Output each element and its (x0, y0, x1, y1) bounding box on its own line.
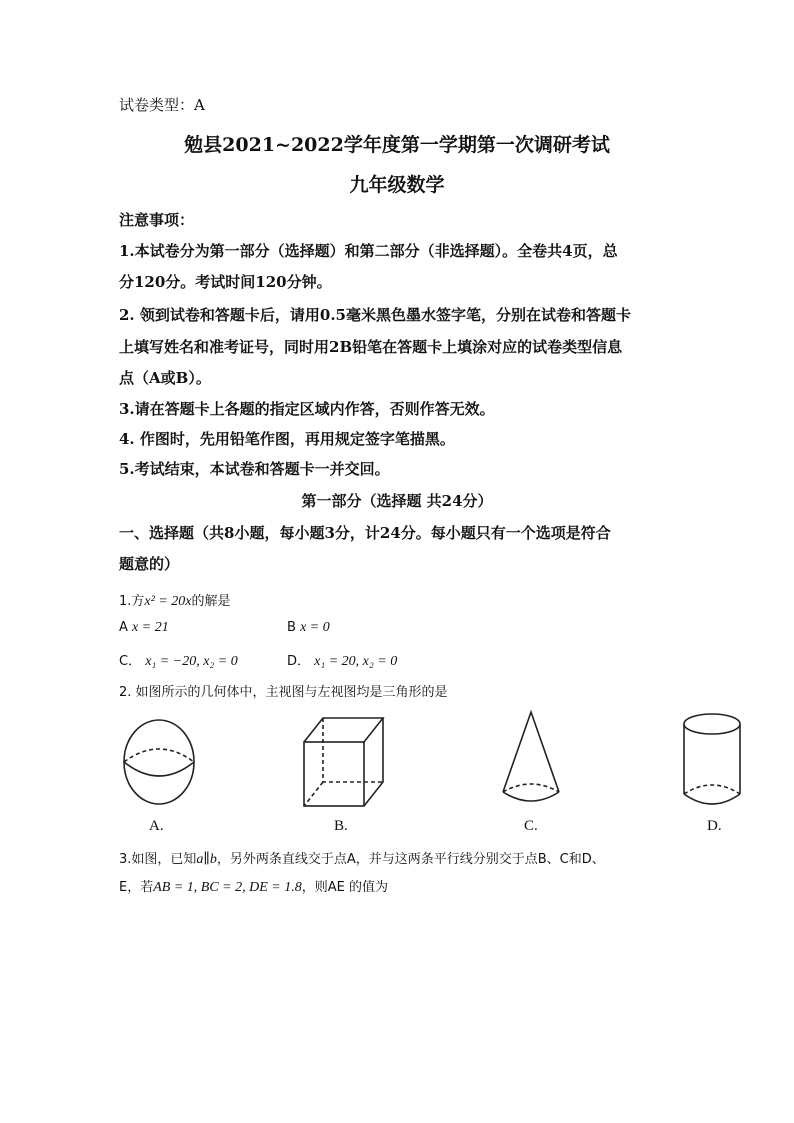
note-item-3: 3.请在答题卡上各题的指定区域内作答，否则作答无效。 (119, 400, 495, 418)
figure-label-c: C. (524, 818, 538, 834)
notes-heading: 注意事项： (119, 211, 195, 229)
question-1-prefix: 1.方 (119, 594, 145, 609)
section-heading-line-2: 题意的） (119, 555, 180, 573)
option-c-value: x₁ = −20, x₂ = 0 (145, 654, 238, 669)
option-b-value: x = 0 (300, 620, 330, 635)
question-3-line-2 (119, 876, 388, 896)
question-1-stem (119, 590, 231, 610)
question-1-equation: x² = 20x (144, 594, 192, 609)
figure-label-a: A. (149, 818, 164, 834)
figure-label-d: D. (707, 818, 722, 834)
question-1-option-a (119, 620, 169, 636)
question-3-parallel: a∥b (196, 852, 217, 867)
part1-heading: 第一部分（选择题 共24分） (301, 492, 493, 510)
exam-subtitle: 九年级数学 (349, 174, 445, 196)
cone-shape (503, 712, 559, 801)
question-3-ask: ，则AE 的值为 (301, 880, 388, 895)
cube-shape (304, 718, 383, 806)
note-item-2-line-1: 2. 领到试卷和答题卡后，请用0.5毫米黑色墨水签字笔，分别在试卷和答题卡 (119, 306, 631, 324)
note-item-4: 4. 作图时，先用铅笔作图，再用规定签字笔描黑。 (119, 430, 455, 448)
cylinder-shape (684, 714, 740, 804)
section-heading-line-1: 一、选择题（共8小题，每小题3分，计24分。每小题只有一个选项是符合 (119, 524, 611, 542)
question-1-option-d (287, 650, 397, 670)
sphere-shape (124, 720, 194, 804)
note-item-1-line-2: 分120分。考试时间120分钟。 (119, 273, 332, 291)
note-item-2-line-2: 上填写姓名和准考证号，同时用2B铅笔在答题卡上填涂对应的试卷类型信息 (119, 338, 623, 356)
figure-label-b: B. (334, 818, 348, 834)
option-d-value: x₁ = 20, x₂ = 0 (314, 654, 398, 669)
exam-type-label: 试卷类型：A (119, 96, 205, 114)
note-item-5: 5.考试结束，本试卷和答题卡一并交回。 (119, 460, 390, 478)
note-item-1-line-1: 1.本试卷分为第一部分（选择题）和第二部分（非选择题）。全卷共4页，总 (119, 242, 618, 260)
question-3-condition-prefix: E，若 (119, 880, 154, 895)
question-2-figure (119, 706, 743, 838)
question-1-suffix: 的解是 (191, 594, 231, 609)
option-a-label: A (119, 620, 128, 635)
question-1-option-b (287, 620, 330, 636)
option-a-value: x = 21 (132, 620, 169, 635)
question-3-line-1 (119, 848, 605, 868)
question-3-text: ，另外两条直线交于点A，并与这两条平行线分别交于点B、C和D、 (216, 852, 605, 867)
question-3-intro: 3.如图，已知 (119, 852, 197, 867)
exam-title: 勉县2021~2022学年度第一学期第一次调研考试 (184, 134, 610, 156)
question-2-stem: 2. 如图所示的几何体中，主视图与左视图均是三角形的是 (119, 685, 448, 700)
note-item-2-line-3: 点（A或B）。 (119, 369, 211, 387)
question-3-given: AB = 1, BC = 2, DE = 1.8 (153, 880, 302, 895)
option-c-label: C． (119, 654, 142, 669)
question-1-option-c (119, 650, 238, 670)
option-b-label: B (287, 620, 296, 635)
option-d-label: D． (287, 654, 311, 669)
